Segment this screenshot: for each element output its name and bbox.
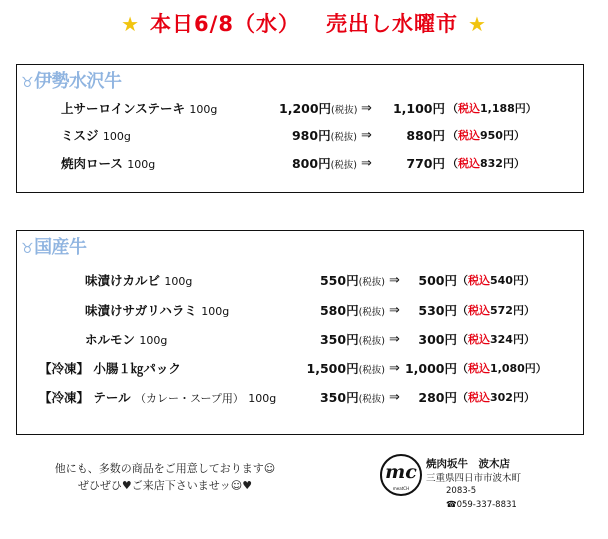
item-name: 上サーロインステーキ 100g	[61, 101, 218, 116]
star-icon: ★	[121, 12, 141, 36]
sale-price: 770円	[406, 156, 445, 171]
sale-price: 500円	[418, 273, 457, 288]
section-title: ♉伊勢水沢牛	[21, 71, 122, 92]
shop-address: 三重県四日市市波木町	[426, 472, 522, 484]
item-name: 味漬けカルビ 100g	[85, 273, 193, 288]
title-date: 本日6/8（水）	[150, 12, 300, 36]
footer-message: 他にも、多数の商品をご用意しております☺ ぜひぜひ♥ご来店下さいませッ☺♥	[54, 462, 276, 492]
title-event: 売出し水曜市	[325, 12, 458, 36]
original-price: 580円(税抜)	[319, 303, 385, 318]
sale-price: 280円	[418, 390, 457, 405]
section-domestic-beef	[16, 230, 584, 435]
list-item	[17, 154, 583, 174]
tax-included-price: （税込1,188円）	[447, 102, 537, 115]
list-item	[17, 359, 583, 379]
shop-info	[426, 458, 546, 512]
section-title: ♉国産牛	[21, 237, 87, 258]
arrow-icon: ⇒	[389, 332, 400, 347]
arrow-icon: ⇒	[389, 361, 400, 376]
item-name: ホルモン 100g	[85, 332, 168, 347]
original-price: 350円(税抜)	[319, 332, 385, 347]
sale-price: 300円	[418, 332, 457, 347]
arrow-icon: ⇒	[361, 101, 372, 116]
sale-price: 1,100円	[392, 101, 445, 116]
tax-included-price: （税込572円）	[457, 304, 535, 317]
shop-address-number: 2083-5	[446, 486, 477, 496]
item-name: 味漬けサガリハラミ 100g	[85, 303, 230, 318]
original-price: 980円(税抜)	[291, 128, 357, 143]
item-name: 【冷凍】 小腸１㎏パック	[39, 361, 181, 376]
flyer-title	[0, 8, 608, 38]
arrow-icon: ⇒	[389, 273, 400, 288]
item-name: 焼肉ロース 100g	[61, 156, 156, 171]
original-price: 1,500円(税抜)	[306, 361, 385, 376]
tax-included-price: （税込832円）	[447, 157, 525, 170]
section-ise-beef	[16, 64, 584, 193]
arrow-icon: ⇒	[389, 303, 400, 318]
tax-included-price: （税込950円）	[447, 129, 525, 142]
original-price: 550円(税抜)	[319, 273, 385, 288]
shop-logo: mc meatCH	[380, 454, 422, 496]
sale-price: 1,000円	[404, 361, 457, 376]
star-icon: ★	[467, 12, 487, 36]
shop-phone: ☎059-337-8831	[446, 499, 517, 510]
list-item	[17, 271, 583, 291]
tax-included-price: （税込1,080円）	[457, 362, 547, 375]
tax-included-price: （税込540円）	[457, 274, 535, 287]
list-item	[17, 126, 583, 146]
cow-icon: ♉	[21, 241, 34, 257]
original-price: 800円(税抜)	[291, 156, 357, 171]
sale-price: 530円	[418, 303, 457, 318]
list-item	[17, 388, 583, 408]
cow-icon: ♉	[21, 75, 34, 91]
list-item	[17, 330, 583, 350]
arrow-icon: ⇒	[361, 156, 372, 171]
item-name: ミスジ 100g	[61, 128, 131, 143]
list-item	[17, 99, 583, 119]
tax-included-price: （税込302円）	[457, 391, 535, 404]
shop-name: 焼肉坂牛 波木店	[426, 458, 510, 470]
original-price: 350円(税抜)	[319, 390, 385, 405]
original-price: 1,200円(税抜)	[279, 101, 358, 116]
list-item	[17, 301, 583, 321]
arrow-icon: ⇒	[389, 390, 400, 405]
sale-price: 880円	[406, 128, 445, 143]
item-name: 【冷凍】 テール （カレー・スープ用） 100g	[39, 390, 277, 405]
arrow-icon: ⇒	[361, 128, 372, 143]
tax-included-price: （税込324円）	[457, 333, 535, 346]
